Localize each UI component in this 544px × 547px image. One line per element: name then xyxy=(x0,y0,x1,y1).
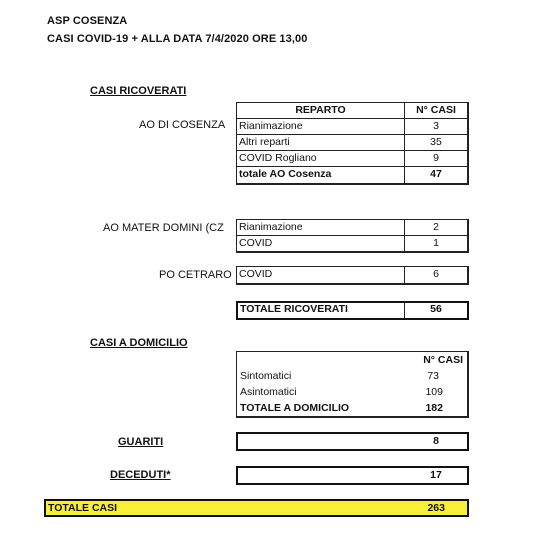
table-cell-reparto: Rianimazione xyxy=(237,119,405,135)
table-cell-label: Asintomatici xyxy=(240,386,297,398)
table-cell-label: Sintomatici xyxy=(240,370,292,382)
table-cell-reparto: COVID xyxy=(237,267,405,283)
totale-casi-value: 263 xyxy=(427,502,445,514)
hospital-label-mater-domini: AO MATER DOMINI (CZ xyxy=(103,222,224,234)
section-title-ricoverati: CASI RICOVERATI xyxy=(90,85,187,97)
table-cell-casi: 1 xyxy=(433,237,439,249)
table-cell-casi: 9 xyxy=(405,151,467,167)
hospital-label-ao-cosenza: AO DI COSENZA xyxy=(139,119,226,131)
totale-casi-label: TOTALE CASI xyxy=(48,502,118,514)
table-cell-casi: 3 xyxy=(405,119,467,135)
guariti-value: 8 xyxy=(433,435,439,447)
table-cell-reparto: Altri reparti xyxy=(237,135,405,151)
ao-cosenza-total-label: totale AO Cosenza xyxy=(237,167,405,183)
table-cell-casi: 109 xyxy=(425,386,443,398)
table-cell-casi: 73 xyxy=(427,370,439,382)
org-title: ASP COSENZA xyxy=(47,15,128,27)
table-cell-casi: 35 xyxy=(405,135,467,151)
deceduti-value: 17 xyxy=(430,469,442,481)
deceduti-label: DECEDUTI* xyxy=(110,469,171,481)
report-subtitle: CASI COVID-19 + ALLA DATA 7/4/2020 ORE 13,00 xyxy=(47,33,308,45)
table-cell-casi: 2 xyxy=(405,220,467,236)
totale-domicilio-value: 182 xyxy=(425,402,443,414)
col-header-reparto: REPARTO xyxy=(237,103,405,119)
ao-cosenza-total-value: 47 xyxy=(430,168,442,180)
totale-ricoverati-label: TOTALE RICOVERATI xyxy=(238,302,405,318)
totale-domicilio-label: TOTALE A DOMICILIO xyxy=(240,402,350,414)
section-title-domicilio: CASI A DOMICILIO xyxy=(90,337,188,349)
col-header-casi: N° CASI xyxy=(423,354,463,366)
table-cell-reparto: Rianimazione xyxy=(237,220,405,236)
hospital-label-cetraro: PO CETRARO xyxy=(159,269,232,281)
table-cell-casi: 6 xyxy=(433,268,439,280)
totale-ricoverati-value: 56 xyxy=(430,303,442,315)
guariti-label: GUARITI xyxy=(118,436,164,448)
col-header-casi: N° CASI xyxy=(405,103,467,119)
table-cell-reparto: COVID Rogliano xyxy=(237,151,405,167)
table-cell-reparto: COVID xyxy=(237,236,405,251)
